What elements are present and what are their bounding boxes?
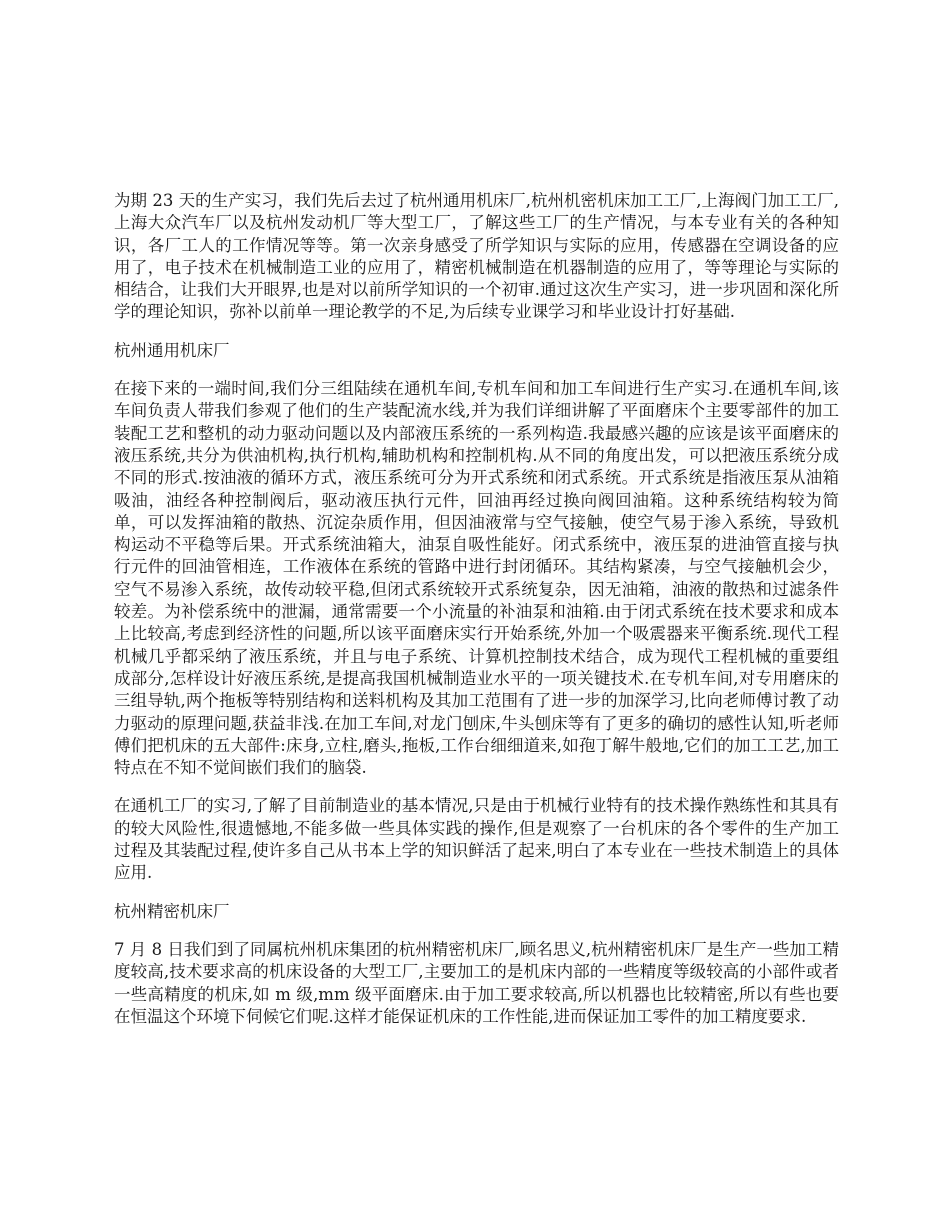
precision-machine-factory-paragraph: 7 月 8 日我们到了同属杭州机床集团的杭州精密机床厂,顾名思义,杭州精密机床厂是生产一些加工精度较高,技术要求高的机床设备的大型工厂,主要加工的是机床内部的一些精度等级较高的小部件或者一些高精度的机床,如 m 级,mm 级平面磨床.由于加工要求较高,所以机器也比较精密,所以有些也要在恒温这个环境下伺候它们呢.这样才能保证机床的工作性能,进而保证加工零件的加工精度要求. — [114, 939, 839, 1026]
document-body — [114, 190, 839, 1044]
intro-paragraph: 为期 23 天的生产实习，我们先后去过了杭州通用机床厂,杭州机密机床加工工厂,上海阀门加工工厂,上海大众汽车厂以及杭州发动机厂等大型工厂，了解这些工厂的生产情况，与本专业有关的各种知识，各厂工人的工作情况等等。第一次亲身感受了所学知识与实际的应用，传感器在空调设备的应用了，电子技术在机械制造工业的应用了，精密机械制造在机器制造的应用了，等等理论与实际的相结合，让我们大开眼界,也是对以前所学知识的一个初审.通过这次生产实习，进一步巩固和深化所学的理论知识，弥补以前单一理论教学的不足,为后续专业课学习和毕业设计打好基础. — [114, 191, 839, 322]
section-heading-hangzhou-general-machine-tool-factory: 杭州通用机床厂 — [114, 340, 230, 360]
general-machine-factory-summary-paragraph: 在通机工厂的实习,了解了目前制造业的基本情况,只是由于机械行业特有的技术操作熟练性和其具有的较大风险性,很遗憾地,不能多做一些具体实践的操作,但是观察了一台机床的各个零件的生产加工过程及其装配过程,使许多自己从书本上学的知识鲜活了起来,明白了本专业在一些技术制造上的具体应用. — [114, 796, 839, 883]
hydraulic-system-paragraph: 在接下来的一端时间,我们分三组陆续在通机车间,专机车间和加工车间进行生产实习.在通机车间,该车间负责人带我们参观了他们的生产装配流水线,并为我们详细讲解了平面磨床个主要零部件的加工装配工艺和整机的动力驱动问题以及内部液压系统的一系列构造.我最感兴趣的应该是该平面磨床的液压系统,共分为供油机构,执行机构,辅助机构和控制机构.从不同的角度出发，可以把液压系统分成不同的形式.按油液的循环方式，液压系统可分为开式系统和闭式系统。开式系统是指液压泵从油箱吸油，油经各种控制阀后，驱动液压执行元件，回油再经过换向阀回油箱。这种系统结构较为简单，可以发挥油箱的散热、沉淀杂质作用，但因油液常与空气接触，使空气易于渗入系统，导致机构运动不平稳等后果。开式系统油箱大，油泵自吸性能好。闭式系统中，液压泵的进油管直接与执行元件的回油管相连，工作液体在系统的管路中进行封闭循环。其结构紧凑，与空气接触机会少，空气不易渗入系统，故传动较平稳,但闭式系统较开式系统复杂，因无油箱，油液的散热和过滤条件较差。为补偿系统中的泄漏，通常需要一个小流量的补油泵和油箱.由于闭式系统在技术要求和成本上比较高,考虑到经济性的问题,所以该平面磨床实行开始系统,外加一个吸震器来平衡系统.现代工程机械几乎都采纳了液压系统，并且与电子系统、计算机控制技术结合，成为现代工程机械的重要组成部分,怎样设计好液压系统,是提高我国机械制造业水平的一项关键技术.在专机车间,对专用磨床的三组导轨,两个拖板等特别结构和送料机构及其加工范围有了进一步的加深学习,比向老师傅讨教了动力驱动的原理问题,获益非浅.在加工车间,对龙门刨床,牛头刨床等有了更多的确切的感性认知,听老师傅们把机床的五大部件:床身,立柱,磨头,拖板,工作台细细道来,如孢丁解牛般地,它们的加工工艺,加工特点在不知不觉间嵌们我们的脑袋. — [114, 379, 839, 778]
section-heading-hangzhou-precision-machine-tool-factory: 杭州精密机床厂 — [114, 901, 230, 921]
